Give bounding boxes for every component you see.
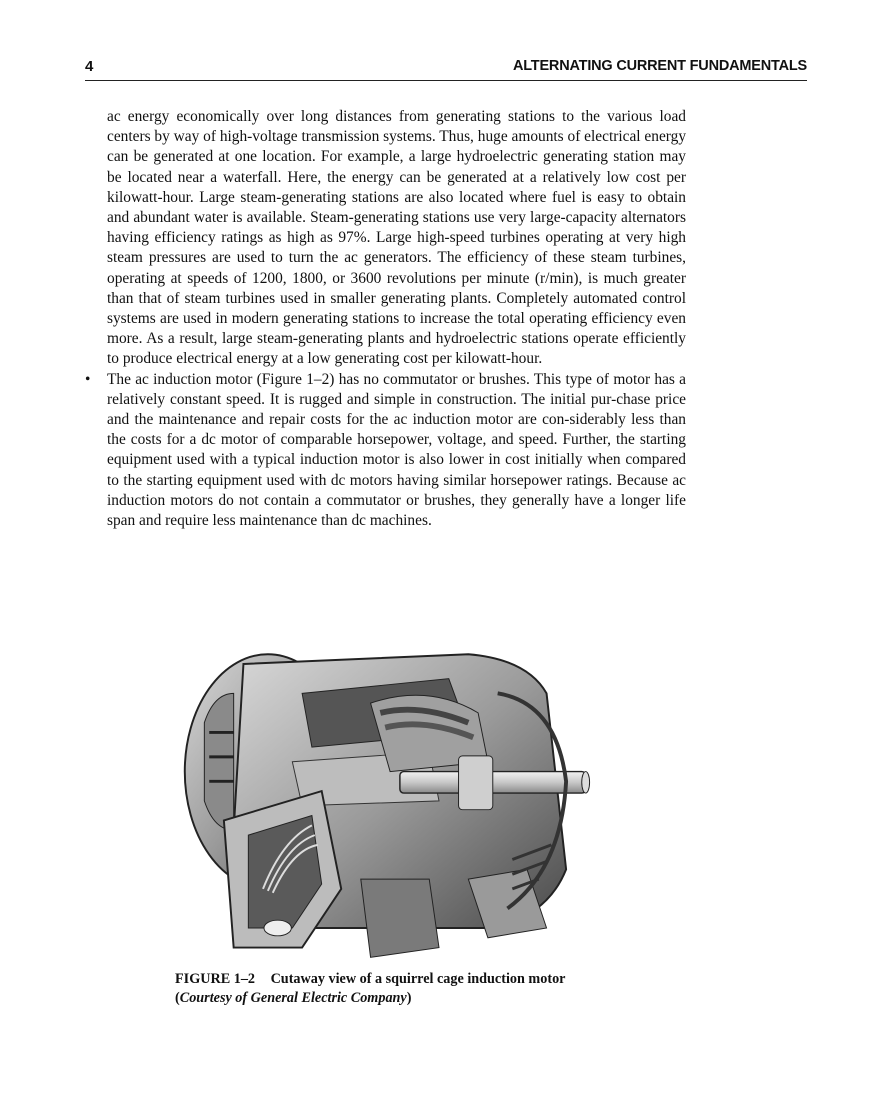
page-header xyxy=(85,58,807,81)
running-title: ALTERNATING CURRENT FUNDAMENTALS xyxy=(512,58,807,74)
page-number: 4 xyxy=(85,58,94,75)
credit-text: Courtesy of General Electric Company xyxy=(179,990,407,1006)
bullet-list-item xyxy=(85,370,686,532)
bullet-icon: • xyxy=(85,370,91,388)
figure-caption xyxy=(175,970,635,1008)
credit-paren-open: ( xyxy=(175,990,180,1006)
figure-label: FIGURE 1–2 xyxy=(175,971,256,987)
paragraph: ac energy economically over long distances from generating stations to the various load centers by way of high-voltage transmission systems. Thus, huge amounts of electrical energy can be generated at one location. For example, a large hydroelectric generating station may be located near a waterfall. Here, the energy can be generated at a relatively low cost per kilowatt-hour. Large steam-generating stations are also located where fuel is easy to obtain and abundant water is available. Steam-generating stations use very large-capacity alternators having efficiency ratings as high as 97%. Large high-speed turbines operating at very high steam pressures are used to turn the ac generators. The efficiency of these steam turbines, operating at speeds of 1200, 1800, or 3600 revolutions per minute (r/min), is much greater than that of steam turbines used in smaller generating plants. Completely automated control systems are used in modern generating stations to increase the total operating efficiency even more. As a result, large steam-generating plants and hydroelectric stations operate efficiently to produce electrical energy at a low generating cost per kilowatt-hour. xyxy=(107,108,687,368)
caption-text: Cutaway view of a squirrel cage induction motor xyxy=(270,971,566,987)
caption-line xyxy=(175,970,635,989)
motor-cutaway-figure xyxy=(175,632,615,960)
credit-paren-close: ) xyxy=(406,990,412,1006)
body-text xyxy=(85,107,687,531)
bullet-text: The ac induction motor (Figure 1–2) has no commutator or brushes. This type of motor has a relatively constant speed. It is rugged and simple in construction. The initial pur-chase price and the maintenance and repair costs for the ac induction motor are con-siderably less than the costs for a dc motor of comparable horsepower, voltage, and speed. Further, the starting equipment used with a typical induction motor is also lower in cost initially when compared to the starting equipment used with dc motors having similar horsepower ratings. Because ac induction motors do not contain a commutator or brushes, they generally have a longer life span and require less maintenance than dc machines. xyxy=(107,370,686,530)
fan-guard xyxy=(204,693,233,830)
motor-illustration xyxy=(175,632,615,960)
figure-credit xyxy=(175,989,635,1008)
